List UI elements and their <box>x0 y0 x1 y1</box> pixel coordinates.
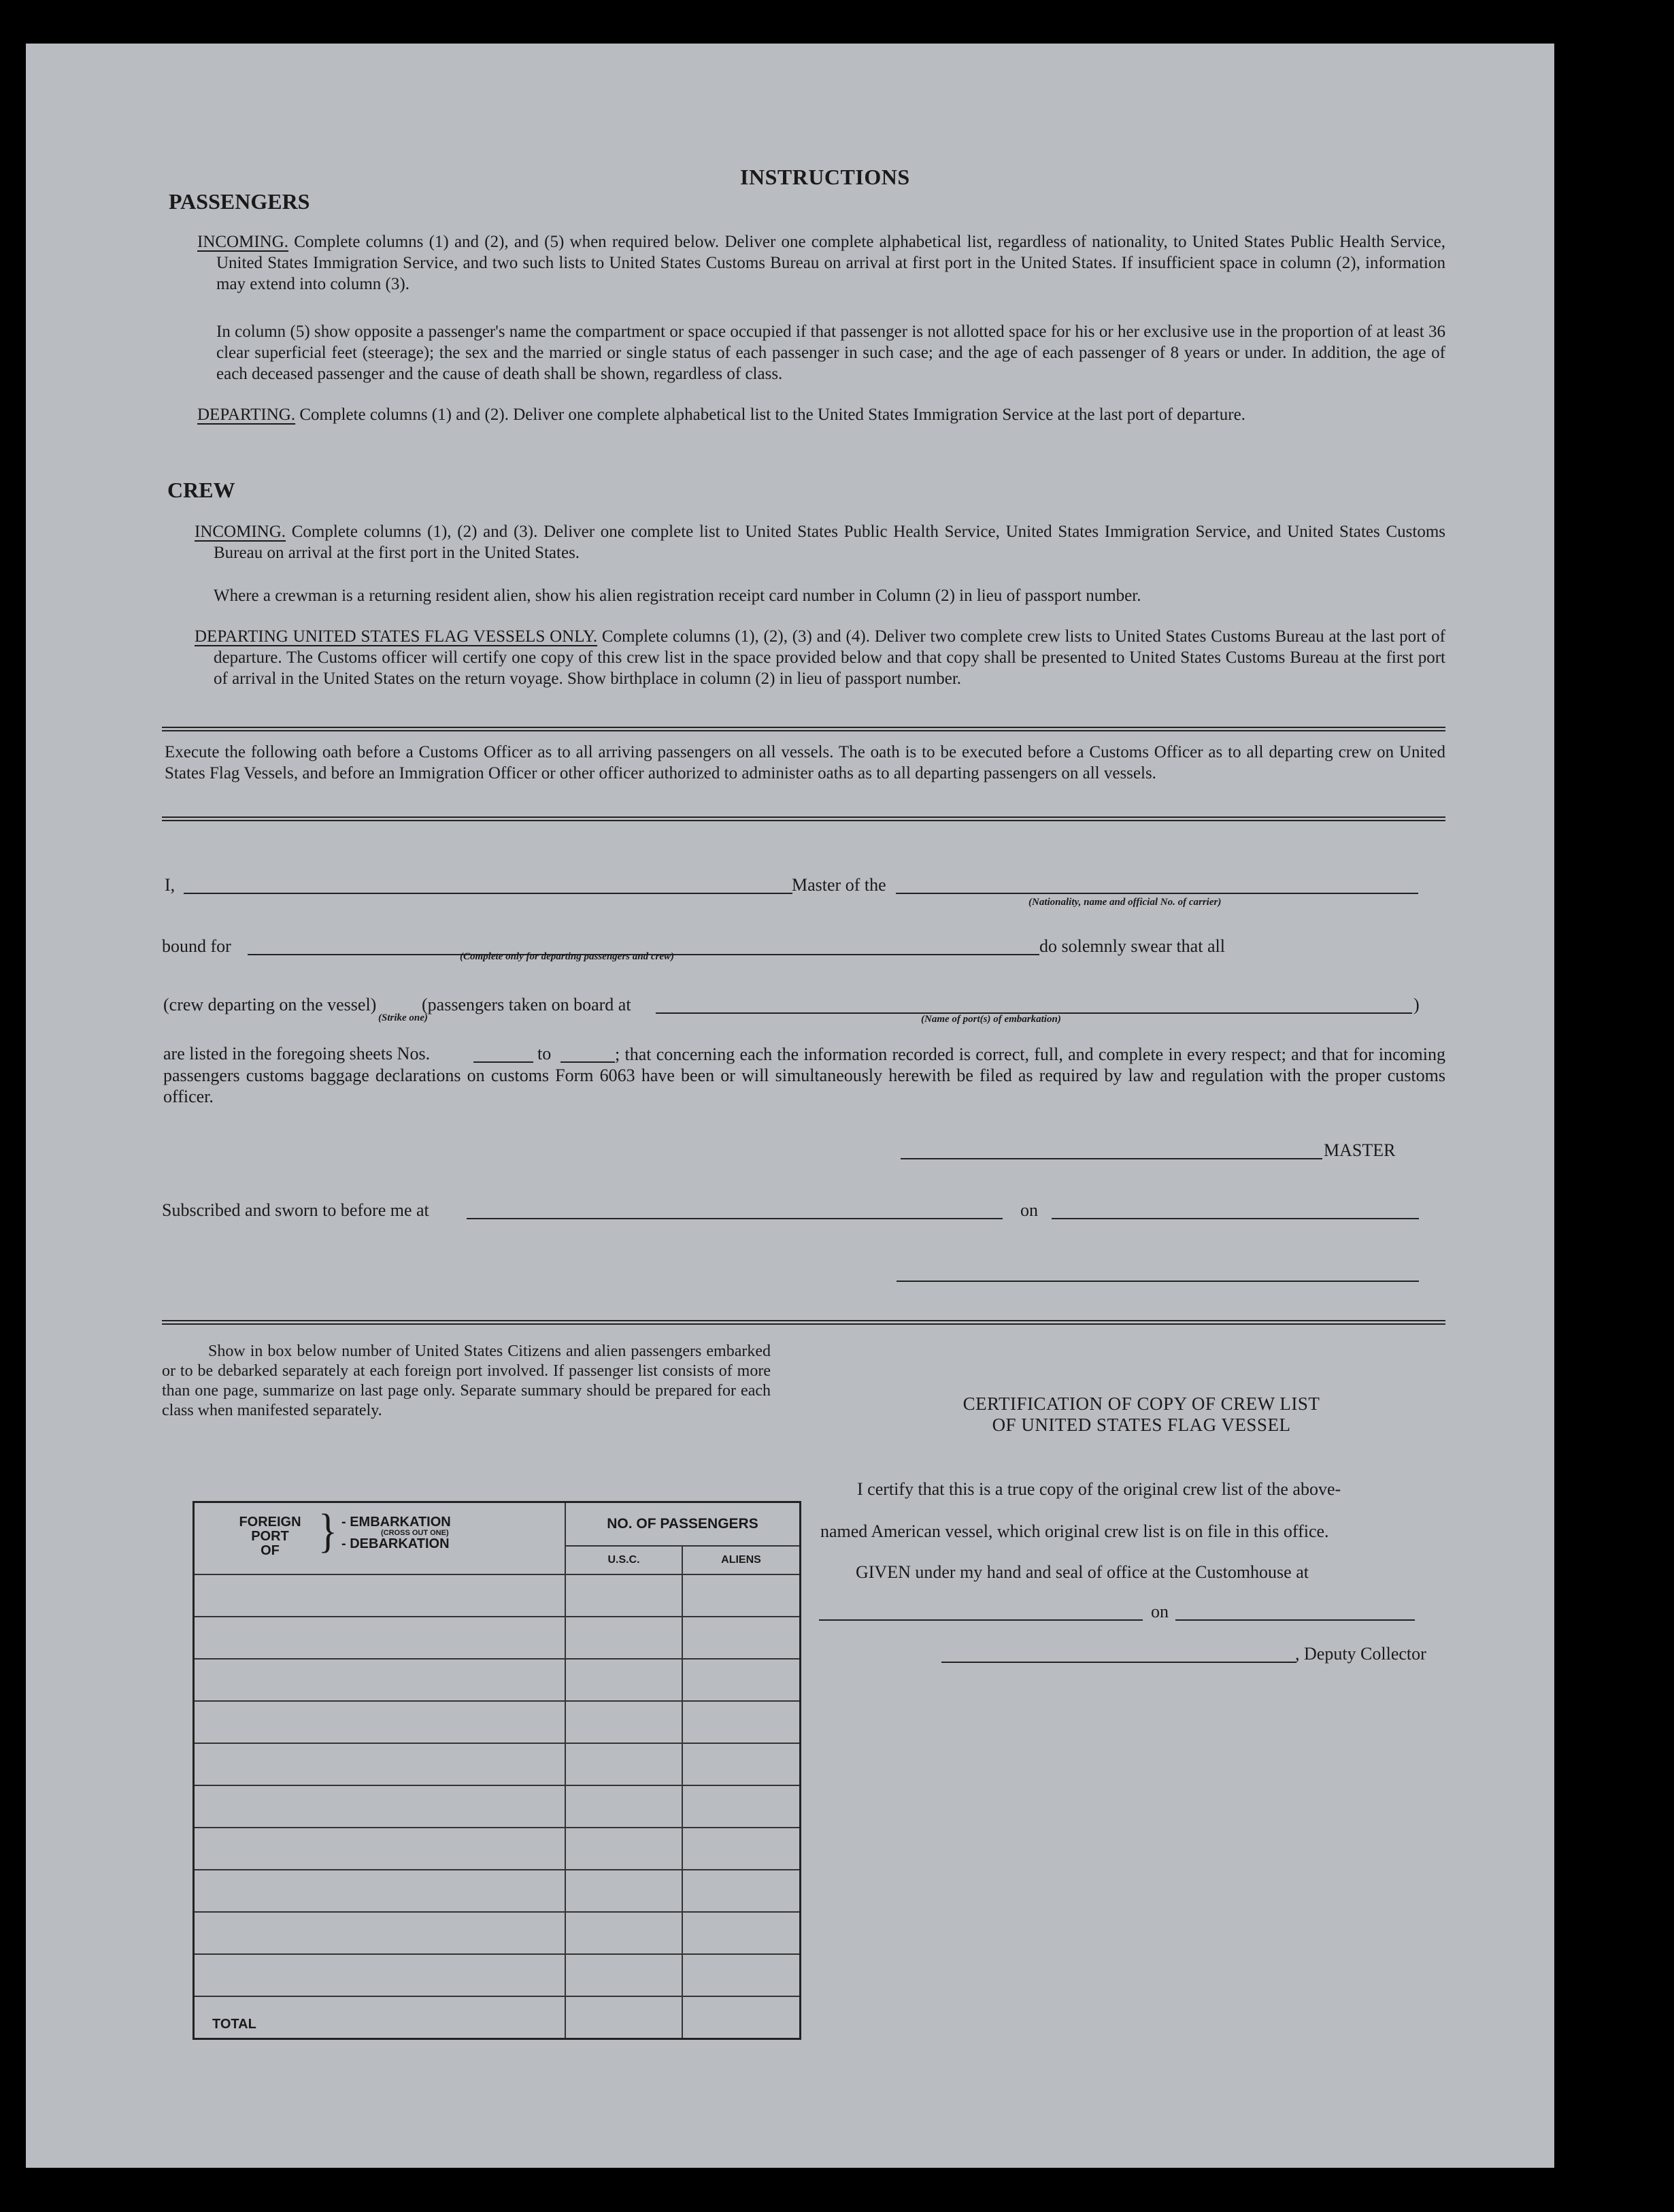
aliens-cell[interactable] <box>682 1701 801 1743</box>
listed-label: are listed in the foregoing sheets Nos. <box>163 1044 431 1063</box>
passengers-taken-option[interactable]: (passengers taken on board at <box>422 995 631 1014</box>
crew-resident-paragraph: Where a crewman is a returning resident alien, show his alien registration receipt card number in Column (2) in lieu of passport number. <box>214 587 1141 605</box>
crew-incoming-label: INCOMING. <box>195 523 286 541</box>
port-cell[interactable] <box>194 1743 566 1785</box>
crew-incoming-text: Complete columns (1), (2) and (3). Deliver one complete list to United States Public Health Service, United States Immigration Service, and United States Customs Bureau on arrival at the first port in the United States. <box>214 523 1445 562</box>
certification-date-field[interactable] <box>1175 1619 1415 1621</box>
swear-label: do solemnly swear that all <box>1039 936 1225 956</box>
bound-for-label: bound for <box>162 936 231 956</box>
no-of-passengers-header: NO. OF PASSENGERS <box>565 1502 801 1546</box>
deputy-collector-label: , Deputy Collector <box>1295 1644 1426 1664</box>
aliens-cell[interactable] <box>682 1743 801 1785</box>
sworn-place-field[interactable] <box>467 1218 1003 1219</box>
bound-for-caption: (Complete only for departing passengers and crew) <box>460 951 674 962</box>
crew-departing-label: DEPARTING UNITED STATES FLAG VESSELS ONLY. <box>195 627 598 646</box>
usc-cell[interactable] <box>565 1954 682 1996</box>
usc-cell[interactable] <box>565 1659 682 1701</box>
port-cell[interactable] <box>194 1828 566 1870</box>
usc-cell[interactable] <box>565 1574 682 1617</box>
aliens-cell[interactable] <box>682 1574 801 1617</box>
strike-one-caption: (Strike one) <box>378 1012 428 1023</box>
port-header-line1: FOREIGN <box>239 1515 301 1530</box>
certification-title-line2: OF UNITED STATES FLAG VESSEL <box>992 1415 1291 1435</box>
port-cell[interactable] <box>194 1785 566 1828</box>
port-header-line2: PORT <box>251 1529 289 1544</box>
passengers-departing-label: DEPARTING. <box>197 406 296 424</box>
oath-i-label: I, <box>165 875 175 895</box>
listed-statement: ; that concerning each the information recorded is correct, full, and complete in every respect; and that for incoming passengers customs baggage declarations on customs Form 6063 have been or will simultaneously herewith be filed as required by law and regulation with the proper customs officer. <box>163 1044 1445 1106</box>
aliens-cell[interactable] <box>682 1617 801 1659</box>
crew-incoming-paragraph <box>195 521 1445 563</box>
usc-cell[interactable] <box>565 1617 682 1659</box>
port-cell[interactable] <box>194 1617 566 1659</box>
listed-to-label: to <box>537 1044 552 1063</box>
usc-cell[interactable] <box>565 1743 682 1785</box>
aliens-cell[interactable] <box>682 1870 801 1912</box>
certify-line-b: named American vessel, which original crew list is on file in this office. <box>820 1521 1329 1541</box>
aliens-cell[interactable] <box>682 1828 801 1870</box>
passengers-heading: PASSENGERS <box>169 189 310 214</box>
usc-cell[interactable] <box>565 1870 682 1912</box>
embarkation-port-caption: (Name of port(s) of embarkation) <box>921 1014 1061 1025</box>
master-of-label: Master of the <box>792 875 886 895</box>
certification-on-label: on <box>1151 1602 1169 1621</box>
form-sheet <box>26 44 1554 2168</box>
divider <box>162 727 1445 731</box>
crew-departing-paragraph <box>195 626 1445 689</box>
usc-cell[interactable] <box>565 1912 682 1954</box>
usc-cell[interactable] <box>565 1828 682 1870</box>
port-cell[interactable] <box>194 1912 566 1954</box>
port-cell[interactable] <box>194 1870 566 1912</box>
aliens-cell[interactable] <box>682 1785 801 1828</box>
usc-header: U.S.C. <box>565 1546 682 1574</box>
brace-icon: } <box>318 1504 337 1557</box>
deputy-collector-signature-field[interactable] <box>941 1662 1296 1663</box>
usc-cell[interactable] <box>565 1701 682 1743</box>
port-header-line3: OF <box>261 1543 280 1558</box>
certify-line-a: I certify that this is a true copy of the original crew list of the above- <box>857 1479 1341 1499</box>
crew-departing-text: Complete columns (1), (2), (3) and (4). Deliver two complete crew lists to United States Customs Bureau at the last port of departure. The Customs officer will certify one copy of this crew list in the space provided below and that copy shall be presented to United States Customs Bureau at the first port of arrival in the United States on the return voyage. Show birthplace in column (2) in lieu of passport number. <box>214 627 1445 688</box>
port-header-cell <box>194 1502 566 1574</box>
summary-instructions: Show in box below number of United States Citizens and alien passengers embarked or to be debarked separately at each foreign port involved. If passenger list consists of more than one page, summarize on last page only. Separate summary should be prepared for each class when manifested separately. <box>162 1342 771 1419</box>
carrier-caption: (Nationality, name and official No. of carrier) <box>1028 897 1222 908</box>
certification-title-line1: CERTIFICATION OF COPY OF CREW LIST <box>962 1393 1320 1414</box>
aliens-total-cell[interactable] <box>682 1996 801 2038</box>
port-cell[interactable] <box>194 1574 566 1617</box>
master-signature-field[interactable] <box>901 1158 1322 1159</box>
usc-cell[interactable] <box>565 1785 682 1828</box>
embarkation-label[interactable]: - EMBARKATION <box>341 1515 451 1530</box>
given-label: GIVEN under my hand and seal of office at the Customhouse at <box>856 1562 1309 1582</box>
passenger-summary-table <box>192 1501 801 2040</box>
passengers-incoming-label: INCOMING. <box>197 233 289 251</box>
aliens-header: ALIENS <box>682 1546 801 1574</box>
port-cell[interactable] <box>194 1701 566 1743</box>
divider <box>162 816 1445 821</box>
page-title: INSTRUCTIONS <box>740 165 910 189</box>
divider <box>162 1320 1445 1325</box>
passengers-incoming-paragraph <box>197 231 1445 295</box>
carrier-field[interactable] <box>896 893 1418 894</box>
oath-instructions: Execute the following oath before a Customs Officer as to all arriving passengers on all vessels. The oath is to be executed before a Customs Officer as to all departing crew on United States Flag Vessels, and before an Immigration Officer or other officer authorized to administer oaths as to all departing passengers on all vessels. <box>165 743 1445 782</box>
port-cell[interactable] <box>194 1659 566 1701</box>
certification-title <box>842 1393 1441 1436</box>
sworn-date-field[interactable] <box>1052 1218 1419 1219</box>
close-paren: ) <box>1413 995 1420 1014</box>
total-label: TOTAL <box>194 1996 566 2038</box>
passengers-incoming-text: Complete columns (1) and (2), and (5) when required below. Deliver one complete alphabetical list, regardless of nationality, to United States Public Health Service, United States Immigration Service, and two such lists to United States Customs Bureau on arrival at first port in the United States. If insufficient space in column (2), information may extend into column (3). <box>216 233 1445 293</box>
crew-departing-option[interactable]: (crew departing on the vessel) <box>163 995 377 1014</box>
customhouse-place-field[interactable] <box>819 1619 1143 1621</box>
port-cell[interactable] <box>194 1954 566 1996</box>
passengers-column5-paragraph: In column (5) show opposite a passenger's name the compartment or space occupied if that passenger is not allotted space for his or her exclusive use in the proportion of at least 36 clear superficial feet (steerage); the sex and the married or single status of each passenger in such case; and the age of each passenger of 8 years or under. In addition, the age of each deceased passenger and the cause of death shall be shown, regardless of class. <box>216 323 1445 383</box>
master-label: MASTER <box>1324 1140 1396 1160</box>
sworn-on-label: on <box>1020 1200 1038 1220</box>
usc-total-cell[interactable] <box>565 1996 682 2038</box>
officer-signature-field[interactable] <box>897 1281 1419 1282</box>
cross-out-label: (CROSS OUT ONE) <box>381 1529 449 1537</box>
aliens-cell[interactable] <box>682 1954 801 1996</box>
passengers-departing-text: Complete columns (1) and (2). Deliver one complete alphabetical list to the United States Immigration Service at the last port of departure. <box>295 406 1245 424</box>
crew-heading: CREW <box>167 478 235 502</box>
passengers-departing-paragraph <box>197 404 1445 425</box>
aliens-cell[interactable] <box>682 1912 801 1954</box>
subscribed-label: Subscribed and sworn to before me at <box>162 1200 429 1220</box>
master-name-field[interactable] <box>184 893 792 894</box>
debarkation-label[interactable]: - DEBARKATION <box>341 1536 450 1551</box>
aliens-cell[interactable] <box>682 1659 801 1701</box>
